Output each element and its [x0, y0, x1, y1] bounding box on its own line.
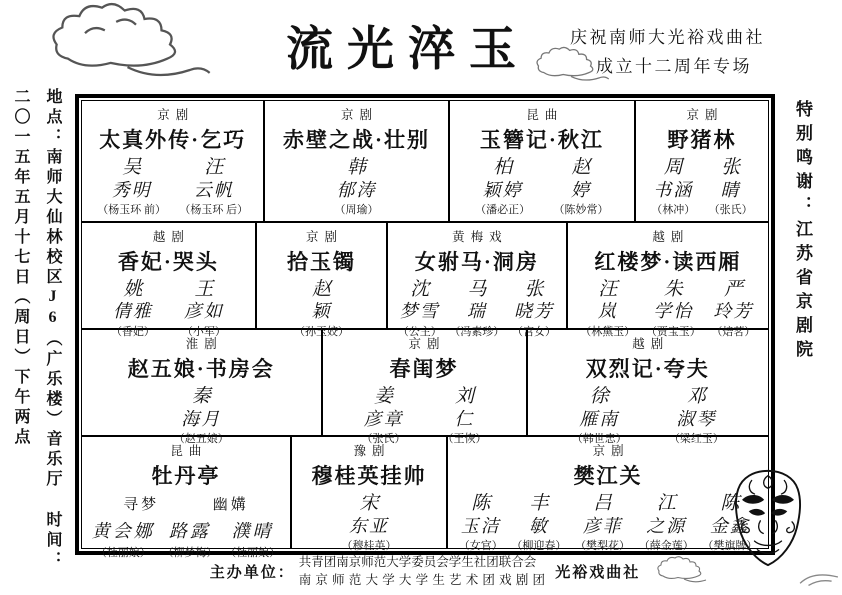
program-grid [81, 100, 769, 560]
performer [711, 278, 756, 338]
program-cell [257, 223, 388, 338]
play-title: 赤壁之战·壮别 [283, 128, 431, 152]
performer [668, 385, 724, 446]
performer-given-name: 岚 [597, 301, 618, 322]
genre-label: 京剧 [686, 108, 724, 122]
genre-label: 京剧 [157, 108, 195, 122]
performer [709, 156, 753, 218]
genre-label: 豫剧 [353, 444, 391, 459]
performer-given-name: 郁涛 [336, 179, 377, 200]
cloud-ornament-icon [652, 556, 716, 586]
performer [458, 492, 503, 553]
play-title: 玉簪记·秋江 [479, 128, 604, 152]
program-cell [292, 437, 448, 553]
program-cell [388, 223, 568, 338]
performer [361, 385, 406, 446]
subtitle-line2: 成立十二周年专场 [596, 56, 752, 76]
performer-given-name: 之源 [646, 515, 687, 536]
performer-role: （韩世忠） [571, 433, 627, 446]
performer [397, 278, 442, 338]
scene-name: 寻梦 [123, 497, 160, 514]
performer-row [84, 385, 319, 446]
performer-surname: 邓 [686, 385, 706, 407]
play-title: 拾玉镯 [286, 249, 356, 274]
performer [571, 385, 627, 446]
play-title: 红楼梦·读西厢 [594, 249, 742, 274]
program-cell [448, 437, 768, 553]
play-title: 赵五娘·书房会 [127, 356, 275, 381]
society-name: 光裕戏曲社 [555, 565, 641, 581]
performer-given-name: 颖婷 [482, 179, 523, 200]
genre-label: 昆曲 [526, 108, 564, 122]
performer-given-name: 书涵 [653, 179, 694, 200]
performer-role: （林冲） [651, 204, 696, 217]
performer-given-name: 梦雪 [399, 301, 440, 322]
performer-role: （焙茗） [711, 325, 756, 338]
sidebar-acknowledgement [790, 100, 815, 400]
page-title: 流光淬玉 [286, 24, 530, 76]
performer-row [638, 156, 766, 218]
play-title: 穆桂英挂帅 [311, 464, 427, 489]
performer-role: （柳梦梅） [162, 547, 218, 560]
performer-given-name: 婷 [571, 179, 592, 200]
subtitle-line1: 庆祝南师大光裕戏曲社 [570, 28, 765, 47]
play-title: 太真外传·乞巧 [99, 128, 247, 152]
performer-name: 黄会娜 [91, 521, 155, 542]
performer [293, 278, 349, 338]
performer-surname: 汪 [204, 157, 224, 178]
performer [162, 516, 218, 560]
performer-surname: 陈 [471, 493, 491, 515]
performer-surname: 宋 [359, 493, 379, 515]
performer [442, 385, 487, 446]
performer-role: （杜丽娘） [95, 547, 151, 560]
organizer-line1: 共青团南京师范大学委员会学生社团联合会 [298, 555, 537, 569]
performer-role: （冯素珍） [449, 325, 505, 338]
scene-row [96, 493, 275, 514]
performer [511, 492, 567, 553]
performer-role: （王恢） [442, 433, 487, 446]
performer-role: （小军） [181, 325, 226, 338]
genre-label: 黄梅戏 [452, 229, 508, 244]
performer-row [570, 278, 766, 338]
play-title: 双烈记·夸夫 [585, 356, 710, 381]
performer-role: （赵五娘） [173, 433, 229, 446]
performer [91, 516, 155, 560]
performer-given-name: 秀明 [111, 179, 152, 200]
performer-surname: 马 [467, 278, 487, 300]
program-cell [450, 101, 636, 221]
organizer-lines [299, 554, 550, 589]
organizer-label: 主办单位： [209, 565, 295, 581]
performer [181, 278, 226, 338]
performer [449, 278, 505, 338]
performer [341, 492, 397, 553]
performer-surname: 陈 [720, 493, 740, 515]
performer-surname: 张 [721, 157, 741, 178]
performer-surname: 姚 [123, 278, 143, 300]
performer-row [390, 278, 564, 338]
performer-surname: 吕 [593, 493, 613, 515]
performer-given-name: 晓芳 [513, 301, 554, 322]
performer-row [530, 385, 766, 446]
performer-given-name: 海月 [181, 408, 222, 429]
performer-surname: 韩 [347, 157, 367, 178]
performer-surname: 柏 [493, 157, 513, 178]
genre-label: 京剧 [592, 444, 630, 459]
play-title: 樊江关 [573, 464, 643, 489]
performer-row [450, 492, 766, 553]
performer-role: （张氏） [361, 433, 406, 446]
performer-role: （杨玉环 后） [179, 204, 249, 217]
performer-surname: 王 [194, 278, 214, 300]
thanks-text: 特别鸣谢：江苏省京剧院 [793, 100, 812, 364]
performer-role: （香妃） [110, 325, 155, 338]
play-title: 牡丹亭 [151, 464, 221, 489]
performer-row [325, 385, 524, 446]
performer-surname: 严 [723, 278, 743, 300]
performer [638, 492, 694, 553]
genre-label: 昆曲 [170, 444, 208, 459]
performer-surname: 张 [524, 278, 544, 300]
performer-surname: 朱 [663, 278, 683, 300]
cloud-ornament-icon [25, 2, 230, 87]
performer-given-name: 淑琴 [676, 408, 717, 429]
performer-given-name: 东亚 [349, 515, 389, 536]
performer-given-name: 睛 [720, 179, 741, 200]
performer-name: 濮晴 [231, 521, 274, 542]
performer [179, 156, 248, 218]
performer-role: （柳迎春） [511, 540, 567, 553]
performer-row [294, 492, 444, 553]
performer-role: （樊梨花） [575, 540, 631, 553]
program-cell [82, 330, 323, 446]
performer-surname: 汪 [598, 278, 618, 300]
performer-row [84, 156, 261, 218]
performer [651, 156, 695, 218]
swirl-icon [798, 566, 840, 588]
performer-row [84, 278, 253, 338]
program-row [82, 330, 768, 446]
genre-label: 淮剧 [185, 336, 223, 351]
time-text: 时间：二〇一五年五月十七日（周日）下午两点 [12, 88, 61, 571]
performer-surname: 刘 [455, 385, 475, 407]
program-cell [265, 101, 449, 221]
performer-role: （宫女） [511, 325, 556, 338]
performer-given-name: 彦菲 [582, 515, 623, 536]
performer-given-name: 倩雅 [112, 301, 153, 322]
performer [511, 278, 556, 338]
performer-given-name: 彦章 [363, 408, 404, 429]
performer-given-name: 颖 [311, 301, 332, 322]
performer-given-name: 敏 [528, 515, 549, 536]
performer-row [259, 278, 384, 338]
venue-text: 地点：南师大仙林校区J6（广乐楼）音乐厅 [44, 88, 61, 490]
subtitle [570, 24, 765, 82]
program-cell [82, 223, 257, 338]
program-cell [528, 330, 768, 446]
program-cell [568, 223, 768, 338]
performer-surname: 沈 [410, 278, 430, 300]
program-cell [82, 101, 265, 221]
peking-opera-mask-icon [722, 468, 814, 568]
performer-surname: 丰 [529, 493, 549, 515]
performer-given-name: 瑞 [466, 301, 487, 322]
performer [575, 492, 631, 553]
performer [554, 156, 609, 218]
performer-role: （陈妙常） [553, 204, 609, 217]
performer-surname: 赵 [571, 157, 591, 178]
performer-name: 路露 [168, 521, 211, 542]
performer [580, 278, 636, 338]
performer-surname: 江 [656, 493, 676, 515]
play-title: 香妃·哭头 [117, 249, 219, 274]
performer [645, 278, 701, 338]
program-cell [82, 437, 292, 560]
performer-role: （张氏） [708, 204, 753, 217]
performer-role: （孙玉姣） [293, 325, 349, 338]
performer [335, 156, 379, 218]
scene-name: 幽媾 [212, 497, 249, 514]
performer-given-name: 金鑫 [709, 515, 750, 536]
performer [225, 516, 281, 560]
organizer-line2: 南京师范大学大学生艺术团戏剧团 [298, 572, 550, 587]
play-title: 春闺梦 [389, 356, 459, 381]
performer [97, 156, 166, 218]
performer-surname: 周 [663, 157, 683, 178]
performer-role: （薛金莲） [638, 540, 694, 553]
program-row [82, 223, 768, 338]
performer-role: （林黛玉） [580, 325, 636, 338]
performer-role: （潘必正） [475, 204, 531, 217]
play-title: 女驸马·洞房 [414, 249, 539, 274]
performer-row [452, 156, 632, 218]
performer-given-name: 云帆 [193, 179, 234, 200]
performer-given-name: 彦如 [183, 301, 224, 322]
performer-row [267, 156, 445, 218]
performer-role: （贾宝玉） [645, 325, 701, 338]
performer [110, 278, 155, 338]
program-row [82, 437, 768, 560]
performer-role: （女官） [458, 540, 503, 553]
program-cell [323, 330, 528, 446]
play-title: 野猪林 [667, 128, 737, 152]
performer-given-name: 雁南 [579, 408, 620, 429]
performer-role: （杨玉环 前） [97, 204, 167, 217]
performer-surname: 徐 [589, 385, 609, 407]
performer-role: （公主） [397, 325, 442, 338]
genre-label: 越剧 [152, 229, 190, 244]
program-table [75, 94, 775, 560]
genre-label: 京剧 [305, 229, 343, 244]
performer [475, 156, 530, 218]
performer-row [84, 516, 288, 560]
performer-surname: 赵 [311, 278, 331, 300]
performer-given-name: 玲芳 [713, 301, 754, 322]
performer-surname: 姜 [374, 385, 394, 407]
performer-role: （樊旗牌） [702, 540, 758, 553]
genre-label: 京剧 [408, 336, 446, 351]
performer-given-name: 玉洁 [460, 515, 501, 536]
performer-role: （穆桂英） [341, 540, 397, 553]
genre-label: 京剧 [341, 108, 379, 122]
performer-surname: 秦 [191, 385, 211, 407]
genre-label: 越剧 [632, 336, 670, 351]
performer-given-name: 学怡 [653, 301, 694, 322]
genre-label: 越剧 [652, 229, 690, 244]
performer [173, 385, 229, 446]
performer-given-name: 仁 [454, 408, 475, 429]
performer-role: （梁红玉） [668, 433, 724, 446]
sidebar-venue-time [6, 88, 68, 576]
program-cell [636, 101, 768, 221]
performer-role: （周瑜） [334, 204, 379, 217]
performer-role: （杜丽娘） [225, 547, 281, 560]
performer-surname: 吴 [122, 157, 142, 178]
program-row [82, 101, 768, 223]
